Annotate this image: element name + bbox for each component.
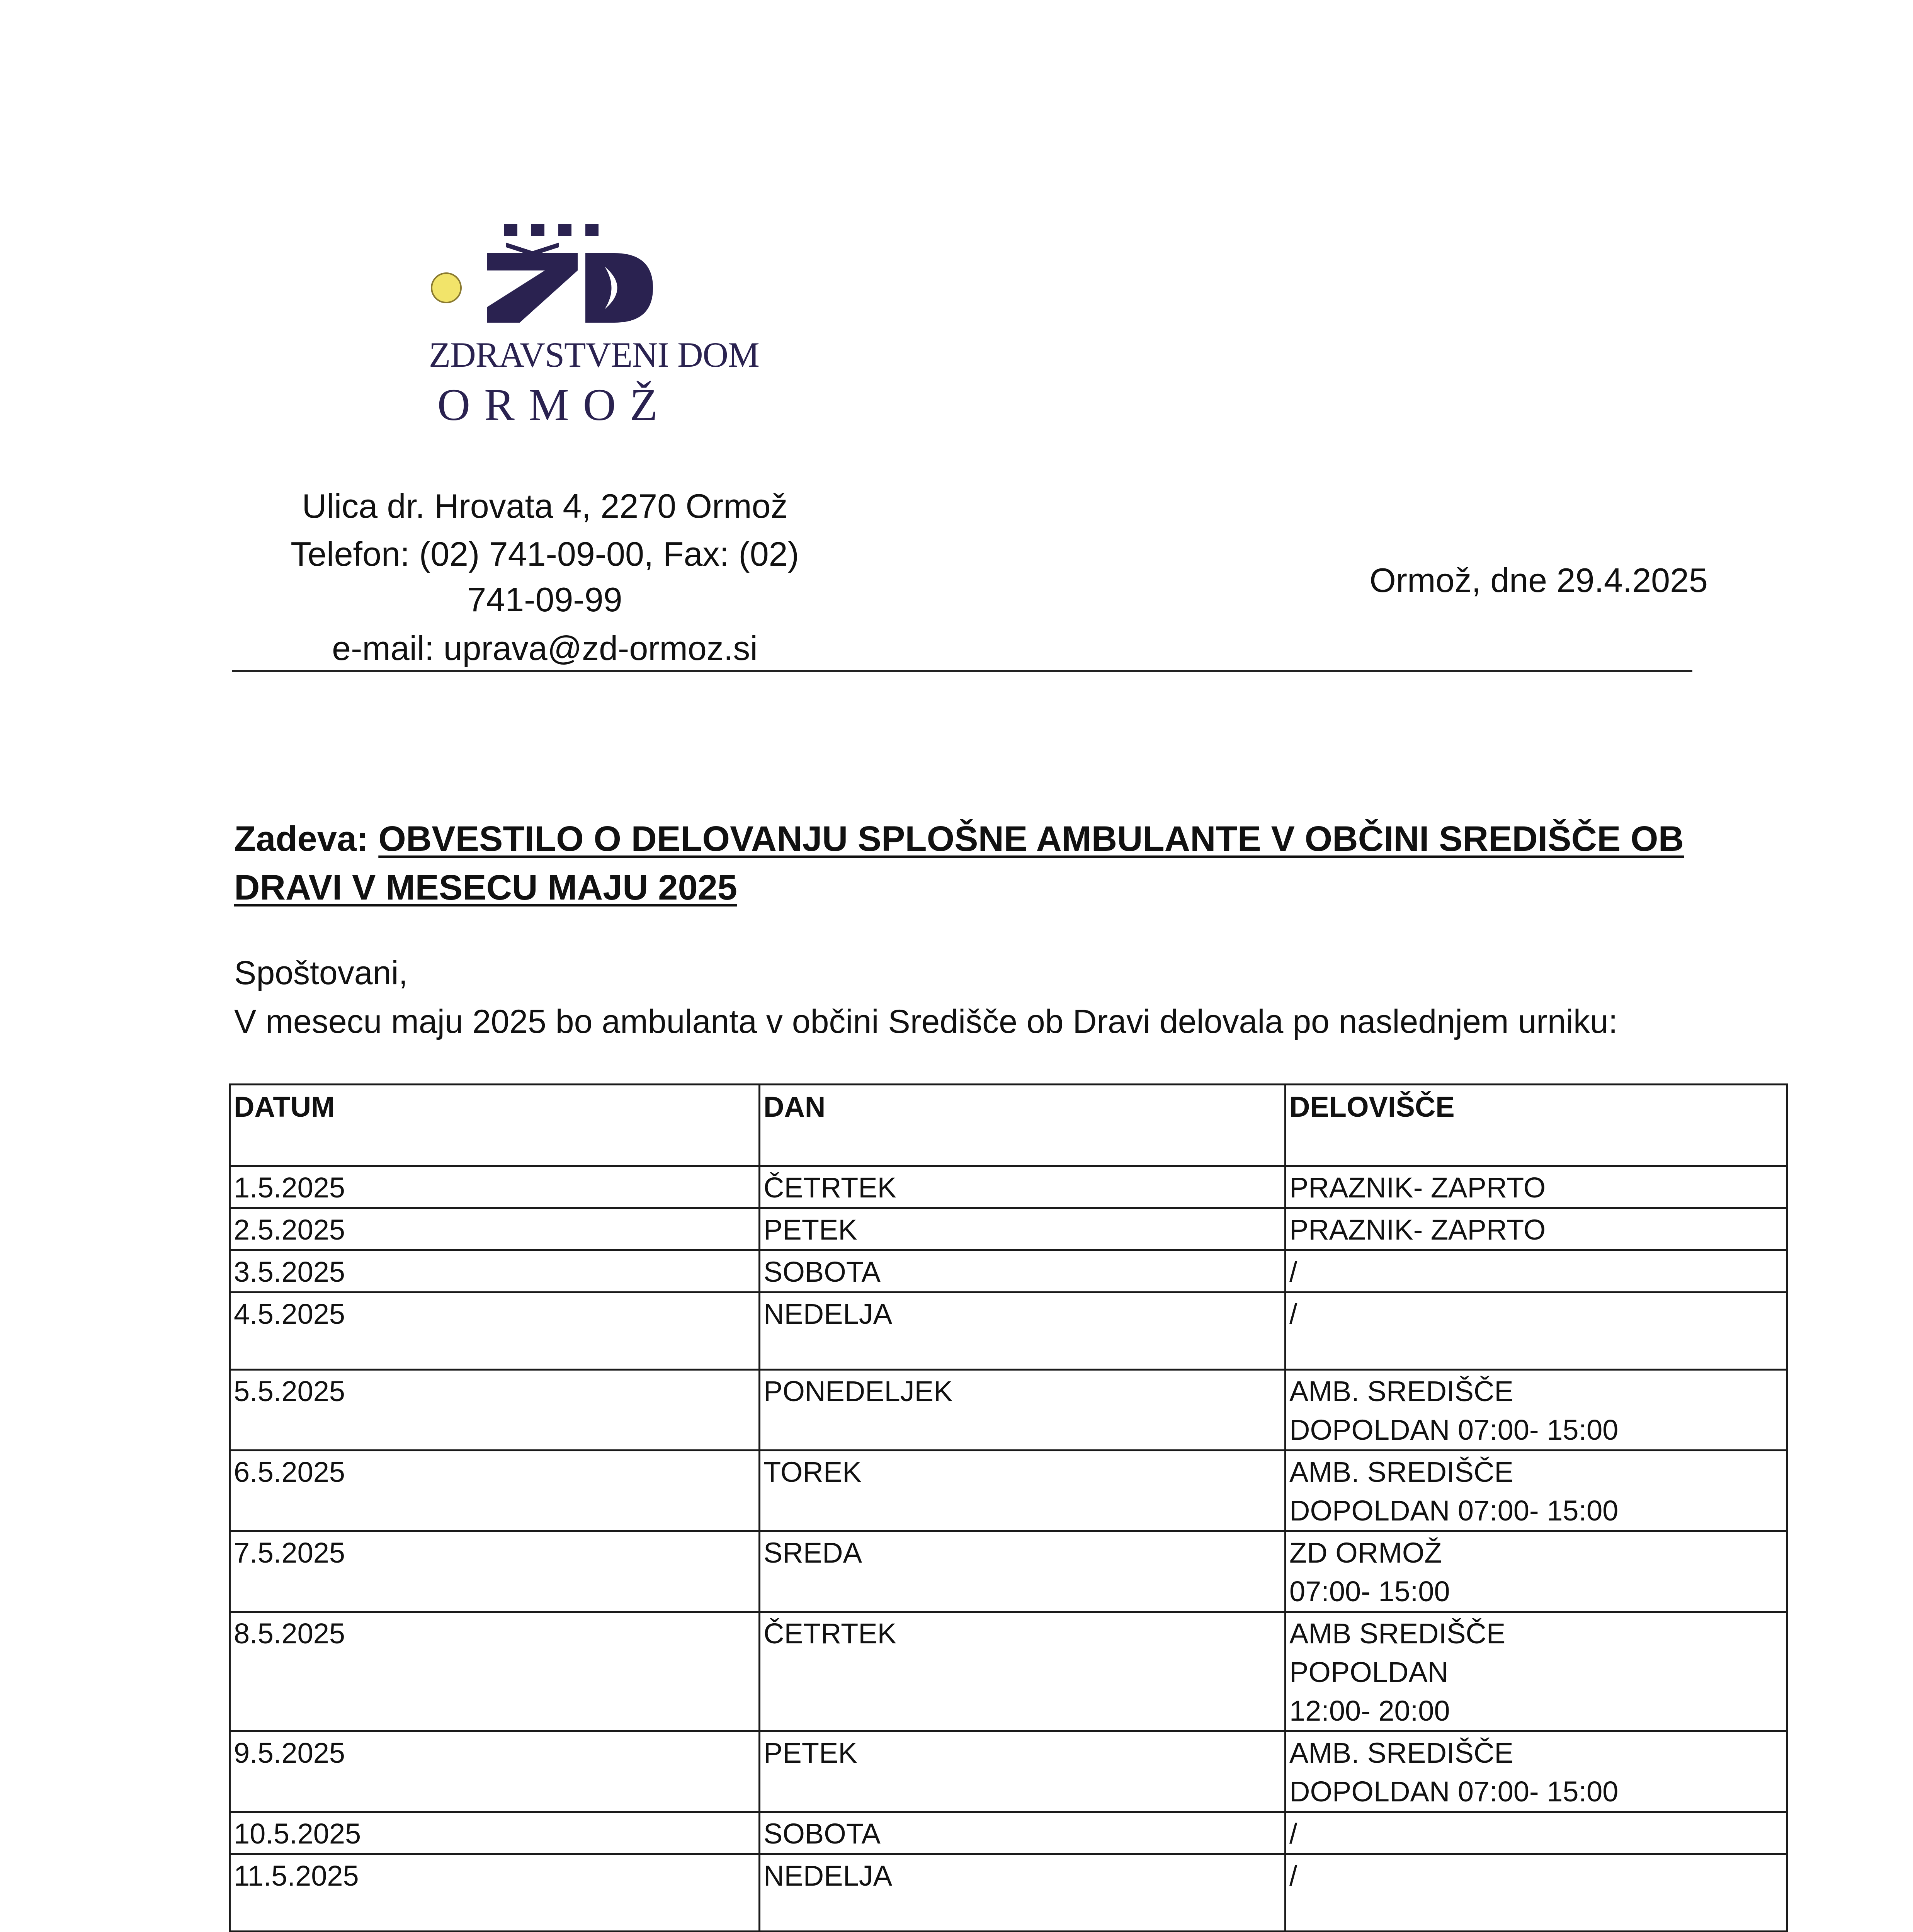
- logo-text-organization: ZDRAVSTVENI DOM: [429, 335, 759, 374]
- column-header-date: DATUM: [230, 1085, 760, 1166]
- location-line: PRAZNIK- ZAPRTO: [1289, 1214, 1546, 1246]
- cell-date: 5.5.2025: [230, 1370, 760, 1451]
- cell-day: ČETRTEK: [760, 1612, 1286, 1731]
- table-row: [230, 1731, 1787, 1812]
- address-phone-fax: Telefon: (02) 741-09-00, Fax: (02): [291, 535, 799, 573]
- location-line: AMB. SREDIŠČE: [1289, 1737, 1513, 1769]
- location-line: POPOLDAN: [1289, 1656, 1449, 1688]
- cell-date: 1.5.2025: [230, 1166, 760, 1208]
- cell-date: 7.5.2025: [230, 1531, 760, 1612]
- table-row: [230, 1812, 1787, 1854]
- cell-day: ČETRTEK: [760, 1166, 1286, 1208]
- location-line: DOPOLDAN 07:00- 15:00: [1289, 1776, 1619, 1808]
- cell-location: [1286, 1451, 1787, 1531]
- location-line: /: [1289, 1818, 1297, 1850]
- cell-location: [1286, 1208, 1787, 1250]
- location-line: ZD ORMOŽ: [1289, 1537, 1442, 1569]
- cell-location: [1286, 1854, 1787, 1932]
- organization-logo: [429, 224, 759, 437]
- location-line: DOPOLDAN 07:00- 15:00: [1289, 1495, 1619, 1527]
- cell-location: [1286, 1293, 1787, 1370]
- location-line: AMB. SREDIŠČE: [1289, 1456, 1513, 1488]
- table-header-row: [230, 1085, 1787, 1166]
- location-line: AMB. SREDIŠČE: [1289, 1375, 1513, 1407]
- table-row: [230, 1250, 1787, 1293]
- location-line: 07:00- 15:00: [1289, 1575, 1450, 1607]
- cell-day: PONEDELJEK: [760, 1370, 1286, 1451]
- location-line: /: [1289, 1860, 1297, 1892]
- location-line: DOPOLDAN 07:00- 15:00: [1289, 1414, 1619, 1446]
- location-line: /: [1289, 1298, 1297, 1330]
- cell-location: [1286, 1612, 1787, 1731]
- cell-day: SOBOTA: [760, 1250, 1286, 1293]
- cell-day: TOREK: [760, 1451, 1286, 1531]
- header-divider: [232, 670, 1692, 672]
- address-fax-number: 741-09-99: [467, 580, 622, 619]
- table-row: [230, 1370, 1787, 1451]
- subject-title: OBVESTILO O DELOVANJU SPLOŠNE AMBULANTE V OBČINI SREDIŠČE OB DRAVI V MESECU MAJU 2025: [234, 819, 1684, 907]
- schedule-table: [229, 1083, 1788, 1932]
- column-header-day: DAN: [760, 1085, 1286, 1166]
- cell-day: PETEK: [760, 1208, 1286, 1250]
- greeting: Spoštovani,: [234, 954, 408, 992]
- location-line: /: [1289, 1256, 1297, 1288]
- cell-date: 6.5.2025: [230, 1451, 760, 1531]
- document-date: Ormož, dne 29.4.2025: [1369, 561, 1708, 599]
- cell-day: SOBOTA: [760, 1812, 1286, 1854]
- cell-date: 8.5.2025: [230, 1612, 760, 1731]
- cell-location: [1286, 1250, 1787, 1293]
- cell-day: NEDELJA: [760, 1854, 1286, 1932]
- cell-day: SREDA: [760, 1531, 1286, 1612]
- table-row: [230, 1208, 1787, 1250]
- cell-date: 9.5.2025: [230, 1731, 760, 1812]
- cell-day: NEDELJA: [760, 1293, 1286, 1370]
- table-row: [230, 1612, 1787, 1731]
- address-street: Ulica dr. Hrovata 4, 2270 Ormož: [302, 487, 788, 525]
- cell-location: [1286, 1531, 1787, 1612]
- column-header-location: DELOVIŠČE: [1286, 1085, 1787, 1166]
- cell-date: 11.5.2025: [230, 1854, 760, 1932]
- intro-paragraph: V mesecu maju 2025 bo ambulanta v občini Središče ob Dravi delovala po naslednjem urniku:: [234, 1003, 1618, 1040]
- subject-label: Zadeva:: [234, 819, 369, 859]
- cell-date: 10.5.2025: [230, 1812, 760, 1854]
- table-row: [230, 1531, 1787, 1612]
- location-line: PRAZNIK- ZAPRTO: [1289, 1172, 1546, 1204]
- cell-day: PETEK: [760, 1731, 1286, 1812]
- cell-location: [1286, 1370, 1787, 1451]
- cell-date: 2.5.2025: [230, 1208, 760, 1250]
- location-line: AMB SREDIŠČE: [1289, 1617, 1506, 1650]
- cell-date: 3.5.2025: [230, 1250, 760, 1293]
- table-row: [230, 1854, 1787, 1932]
- logo-text-town: ORMOŽ: [437, 379, 672, 430]
- cell-location: [1286, 1812, 1787, 1854]
- subject-line: [234, 815, 1710, 912]
- zd-logo-mark-icon: [429, 224, 680, 352]
- table-row: [230, 1293, 1787, 1370]
- table-row: [230, 1166, 1787, 1208]
- location-line: 12:00- 20:00: [1289, 1695, 1450, 1727]
- address-email: e-mail: uprava@zd-ormoz.si: [332, 629, 758, 667]
- table-row: [230, 1451, 1787, 1531]
- cell-location: [1286, 1731, 1787, 1812]
- cell-date: 4.5.2025: [230, 1293, 760, 1370]
- cell-location: [1286, 1166, 1787, 1208]
